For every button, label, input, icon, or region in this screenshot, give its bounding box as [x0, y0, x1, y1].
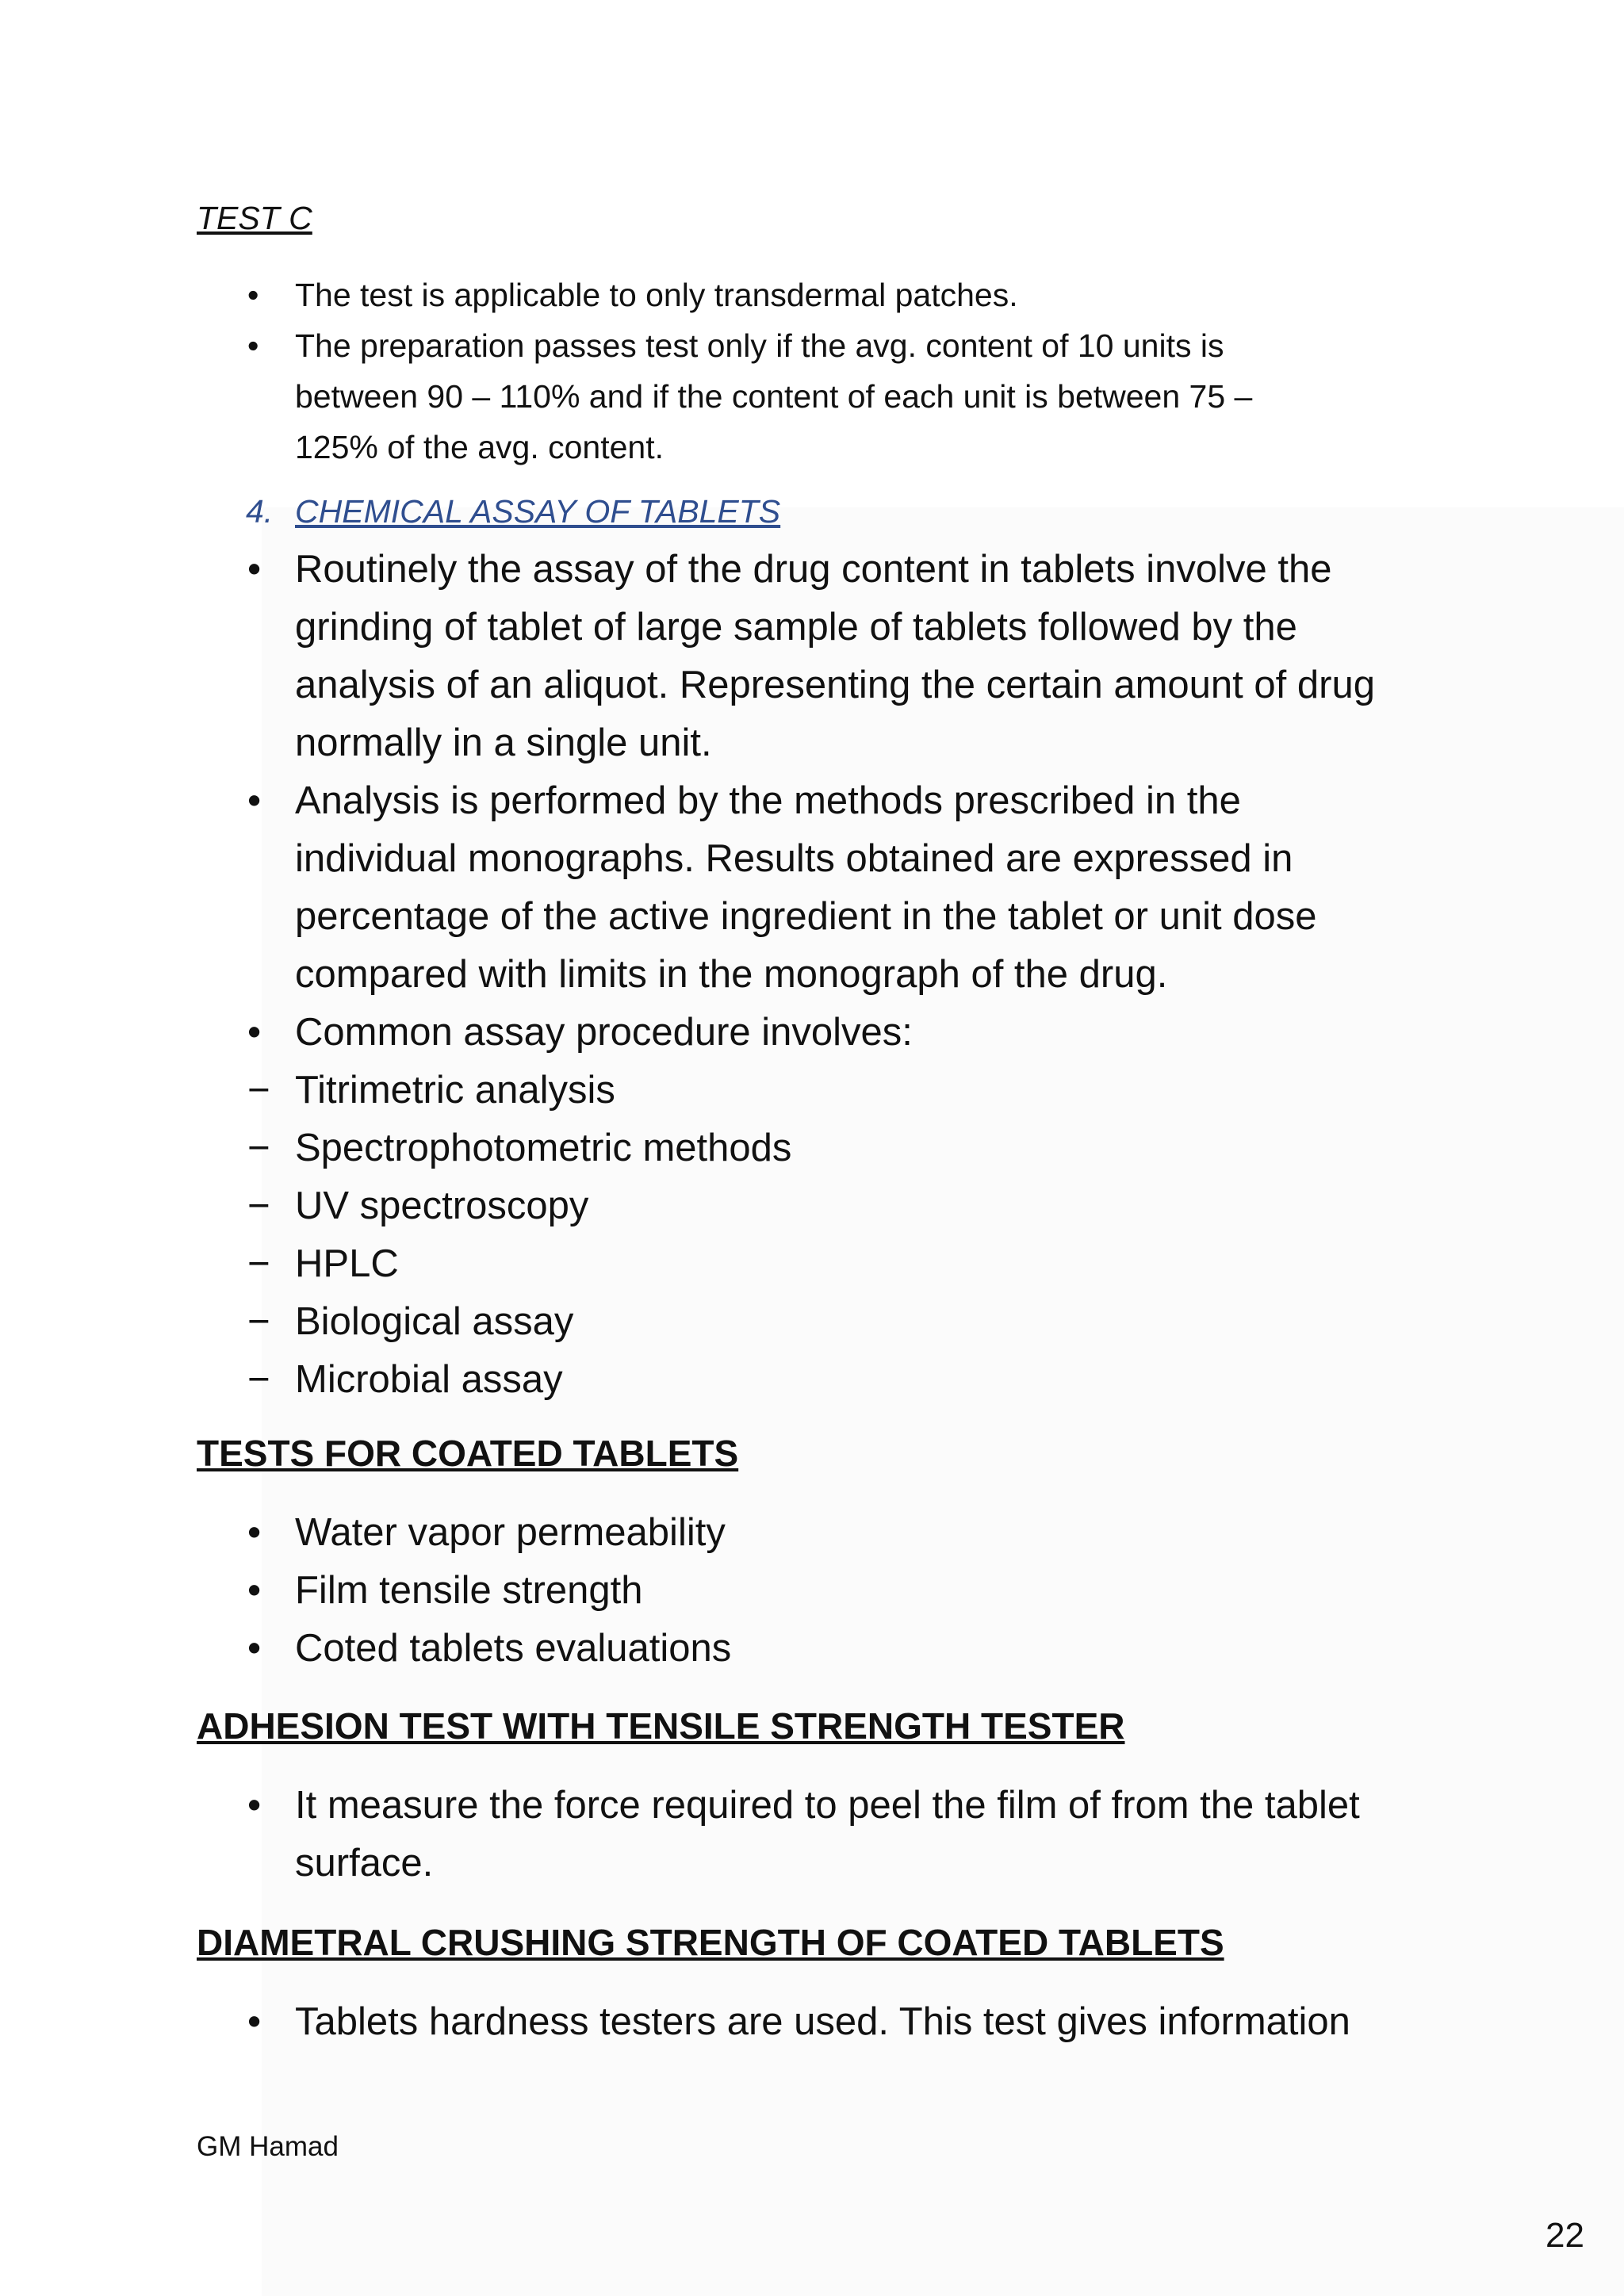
adhesion-test-list: [197, 1777, 1360, 1892]
bullet-icon: •: [247, 1511, 262, 1554]
list-item: [197, 541, 1375, 772]
section-number: 4.: [246, 493, 274, 530]
bullet-icon: •: [247, 1627, 262, 1670]
page-number: 22: [1545, 2216, 1584, 2255]
diametral-strength-list: [197, 1993, 1350, 2051]
bullet-text: Tablets hardness testers are used. This test gives information: [295, 2000, 1350, 2043]
list-item: [197, 1004, 1375, 1409]
bullet-icon: •: [247, 327, 259, 364]
bullet-text: Common assay procedure involves:: [295, 1011, 913, 1054]
bullet-text-line: percentage of the active ingredient in the tablet or unit dose: [295, 895, 1317, 938]
bullet-icon: •: [247, 548, 262, 591]
dash-icon: −: [247, 1242, 270, 1285]
dash-icon: −: [247, 1300, 270, 1343]
list-item: • Coted tablets evaluations: [197, 1620, 731, 1678]
procedure-item: − Spectrophotometric methods: [197, 1119, 1375, 1177]
list-item: [197, 1993, 1350, 2051]
bullet-text-line: normally in a single unit.: [295, 721, 712, 764]
coated-tablets-list: [197, 1504, 731, 1678]
list-item: [197, 772, 1375, 1004]
bullet-text-line: The preparation passes test only if the avg. content of 10 units is: [295, 327, 1224, 364]
diametral-strength-heading: DIAMETRAL CRUSHING STRENGTH OF COATED TABLETS: [197, 1922, 1224, 1963]
list-item: [197, 1777, 1360, 1892]
bullet-text-line: It measure the force required to peel the film of from the tablet: [295, 1784, 1360, 1827]
bullet-text-line: compared with limits in the monograph of the drug.: [295, 953, 1168, 996]
list-item: • Water vapor permeability: [197, 1504, 731, 1562]
bullet-icon: •: [247, 779, 262, 822]
bullet-text-line: surface.: [295, 1842, 434, 1885]
chemical-assay-list: [197, 541, 1375, 1409]
bullet-text-line: grinding of tablet of large sample of tablets followed by the: [295, 606, 1297, 649]
bullet-text: The test is applicable to only transdermal patches.: [295, 277, 1018, 313]
bullet-icon: •: [247, 2000, 262, 2043]
coated-tablets-heading: TESTS FOR COATED TABLETS: [197, 1433, 739, 1474]
section-4-heading: [246, 493, 780, 530]
bullet-icon: •: [247, 1011, 262, 1054]
list-item: • Film tensile strength: [197, 1562, 731, 1620]
bullet-icon: •: [247, 1569, 262, 1612]
assay-procedure-list: [197, 1062, 1375, 1409]
test-c-heading: TEST C: [197, 200, 312, 236]
procedure-item: − Biological assay: [197, 1293, 1375, 1351]
procedure-item: − HPLC: [197, 1235, 1375, 1293]
dash-icon: −: [247, 1184, 270, 1227]
procedure-item: − Microbial assay: [197, 1351, 1375, 1409]
bullet-text-line: individual monographs. Results obtained are expressed in: [295, 837, 1293, 880]
bullet-icon: •: [247, 277, 259, 313]
dash-icon: −: [247, 1069, 270, 1112]
bullet-text-line: between 90 – 110% and if the content of each unit is between 75 –: [295, 378, 1253, 415]
bullet-text-line: 125% of the avg. content.: [295, 429, 664, 465]
procedure-item: − UV spectroscopy: [197, 1177, 1375, 1235]
test-c-list: [197, 270, 1252, 473]
dash-icon: −: [247, 1358, 270, 1401]
procedure-item: − Titrimetric analysis: [197, 1062, 1375, 1119]
bullet-text-line: Analysis is performed by the methods prescribed in the: [295, 779, 1241, 822]
bullet-text-line: Routinely the assay of the drug content in tablets involve the: [295, 548, 1332, 591]
footer-author: GM Hamad: [197, 2131, 339, 2162]
section-title: CHEMICAL ASSAY OF TABLETS: [295, 493, 781, 530]
dash-icon: −: [247, 1127, 270, 1169]
bullet-icon: •: [247, 1784, 262, 1827]
list-item: [197, 320, 1252, 473]
adhesion-test-heading: ADHESION TEST WITH TENSILE STRENGTH TESTER: [197, 1705, 1125, 1747]
list-item: [197, 270, 1252, 320]
bullet-text-line: analysis of an aliquot. Representing the certain amount of drug: [295, 664, 1375, 706]
